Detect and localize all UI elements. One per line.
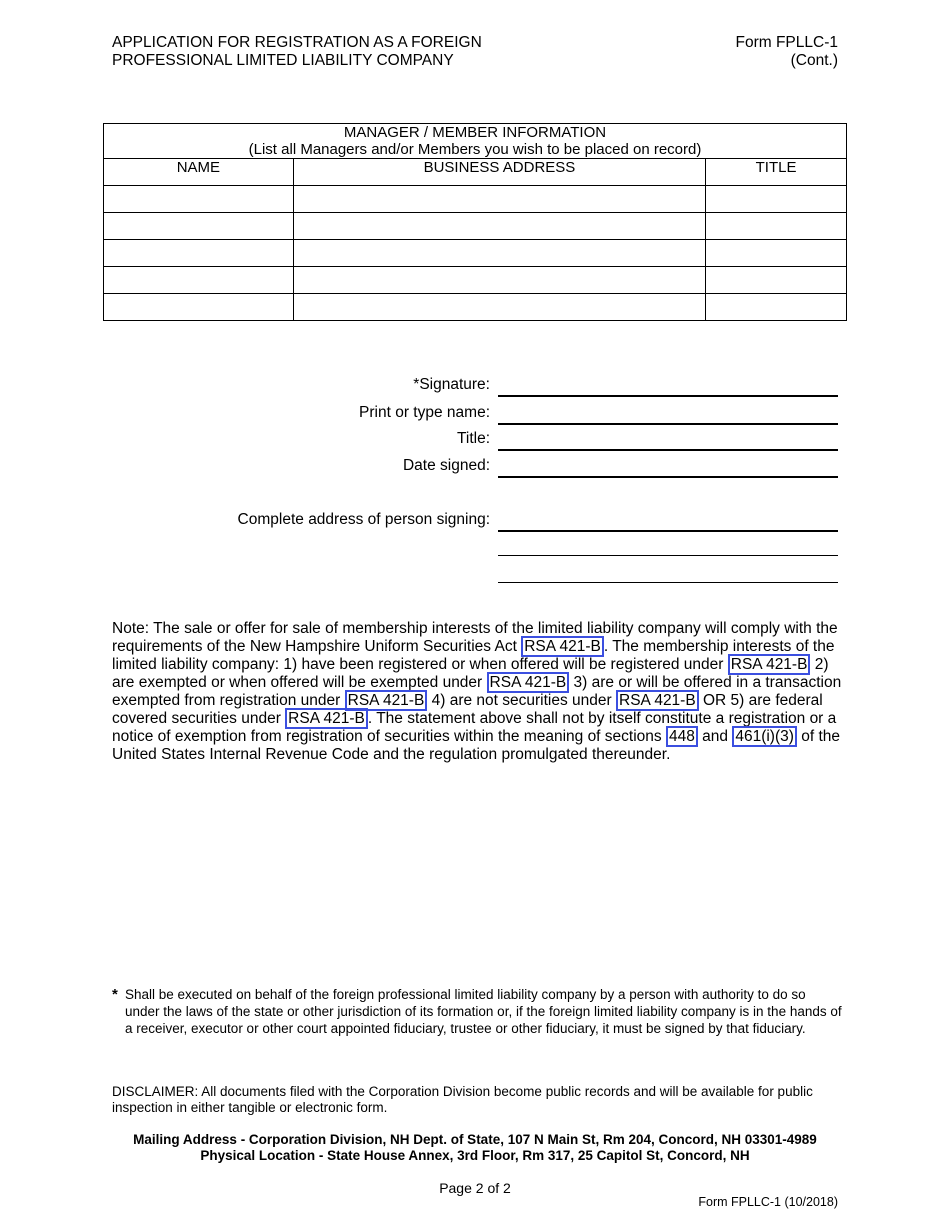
address-row <box>112 511 838 533</box>
securities-note <box>112 620 842 764</box>
table-row <box>104 213 847 240</box>
name-cell[interactable] <box>104 294 294 321</box>
title-row <box>112 430 838 452</box>
title-cell[interactable] <box>706 186 847 213</box>
address-row-2 <box>112 535 838 557</box>
signature-footnote <box>112 986 842 1037</box>
title-cell[interactable] <box>706 213 847 240</box>
form-footer: Form FPLLC-1 (10/2018) <box>698 1195 838 1209</box>
address-row-3 <box>112 562 838 584</box>
note-text: 4) are not securities under <box>427 692 616 709</box>
signature-label: Signature: <box>419 376 490 393</box>
rsa-421b-link[interactable]: RSA 421-B <box>285 708 368 729</box>
note-text: Note: The sale or offer for sale of membership interests of the limited liability company will comply with the requirements of the New Hampshire Uniform Securities Act <box>112 620 838 655</box>
irc-448-link[interactable]: 448 <box>666 726 698 747</box>
table-row <box>104 186 847 213</box>
signature-row <box>112 376 838 398</box>
irc-461-link[interactable]: 461(i)(3) <box>732 726 797 747</box>
note-text: of the United States Internal Revenue Code and the regulation promulgated thereunder. <box>112 728 840 763</box>
date-signed-label: Date signed: <box>402 457 490 474</box>
address-line-2[interactable] <box>498 555 838 556</box>
note-text: 3) are or will be offered in a transaction exempted from registration under <box>112 674 842 709</box>
address-block <box>0 1132 950 1164</box>
table-row <box>104 240 847 267</box>
print-name-row <box>112 404 838 426</box>
rsa-421b-link[interactable]: RSA 421-B <box>616 690 699 711</box>
print-name-line[interactable] <box>498 423 838 425</box>
title-cell[interactable] <box>706 294 847 321</box>
print-name-label: Print or type name: <box>359 404 490 421</box>
required-star: * <box>413 376 420 393</box>
column-header-business-address: BUSINESS ADDRESS <box>293 159 705 186</box>
table-title-cell <box>104 124 847 159</box>
business-address-cell[interactable] <box>293 294 705 321</box>
disclaimer: DISCLAIMER: All documents filed with the Corporation Division become public records and will be available for public inspection in either tangible or electronic form. <box>112 1084 813 1115</box>
form-id: Form FPLLC-1 <box>735 34 838 51</box>
table-row <box>104 294 847 321</box>
note-text: OR 5) are federal covered securities under <box>112 692 823 727</box>
table-title: MANAGER / MEMBER INFORMATION <box>343 124 607 141</box>
business-address-cell[interactable] <box>293 267 705 294</box>
column-header-title: TITLE <box>706 159 847 186</box>
note-text: . The statement above shall not by itself constitute a registration or a notice of exemption from registration of securities within the meaning of sections <box>112 710 837 745</box>
rsa-421b-link[interactable]: RSA 421-B <box>728 654 811 675</box>
address-line-3[interactable] <box>498 582 838 583</box>
title-cell[interactable] <box>706 240 847 267</box>
physical-location: Physical Location - State House Annex, 3rd Floor, Rm 317, 25 Capitol St, Concord, NH <box>200 1148 750 1163</box>
name-cell[interactable] <box>104 240 294 267</box>
form-cont: (Cont.) <box>790 52 838 69</box>
title-label: Title: <box>456 430 490 447</box>
note-text: . The membership interests of the limited liability company: 1) have been registered or when offered will be registered under <box>112 638 835 673</box>
column-header-name: NAME <box>104 159 294 186</box>
form-identifier <box>736 34 839 70</box>
date-signed-row <box>112 457 838 479</box>
manager-member-table <box>103 123 847 321</box>
footnote-star: * <box>112 986 118 1003</box>
page-number: Page 2 of 2 <box>439 1180 511 1196</box>
title-line-1: APPLICATION FOR REGISTRATION AS A FOREIGN <box>112 34 482 51</box>
address-line-1[interactable] <box>498 530 838 532</box>
table-row <box>104 267 847 294</box>
business-address-cell[interactable] <box>293 240 705 267</box>
business-address-cell[interactable] <box>293 186 705 213</box>
table-subtitle: (List all Managers and/or Members you wish to be placed on record) <box>248 141 702 158</box>
name-cell[interactable] <box>104 213 294 240</box>
name-cell[interactable] <box>104 267 294 294</box>
title-line-2: PROFESSIONAL LIMITED LIABILITY COMPANY <box>112 52 454 69</box>
business-address-cell[interactable] <box>293 213 705 240</box>
title-cell[interactable] <box>706 267 847 294</box>
rsa-421b-link[interactable]: RSA 421-B <box>345 690 428 711</box>
rsa-421b-link[interactable]: RSA 421-B <box>521 636 604 657</box>
address-label: Complete address of person signing: <box>237 511 490 528</box>
date-signed-line[interactable] <box>498 476 838 478</box>
document-title <box>112 34 482 70</box>
footnote-text: Shall be executed on behalf of the foreign professional limited liability company by a person with authority to do so under the laws of the state or other jurisdiction of its formation or, if the foreign limited liability company is in the hands of a receiver, executor or other court appointed fiduciary, trustee or other fiduciary, it must be signed by that fiduciary. <box>125 987 842 1036</box>
note-text: and <box>697 728 733 745</box>
mailing-address: Mailing Address - Corporation Division, NH Dept. of State, 107 N Main St, Rm 204, Concord, NH 03301-4989 <box>133 1132 817 1147</box>
rsa-421b-link[interactable]: RSA 421-B <box>487 672 570 693</box>
signature-line[interactable] <box>498 395 838 397</box>
note-text: 2) are exempted or when offered will be exempted under <box>112 656 829 691</box>
title-line[interactable] <box>498 449 838 451</box>
name-cell[interactable] <box>104 186 294 213</box>
